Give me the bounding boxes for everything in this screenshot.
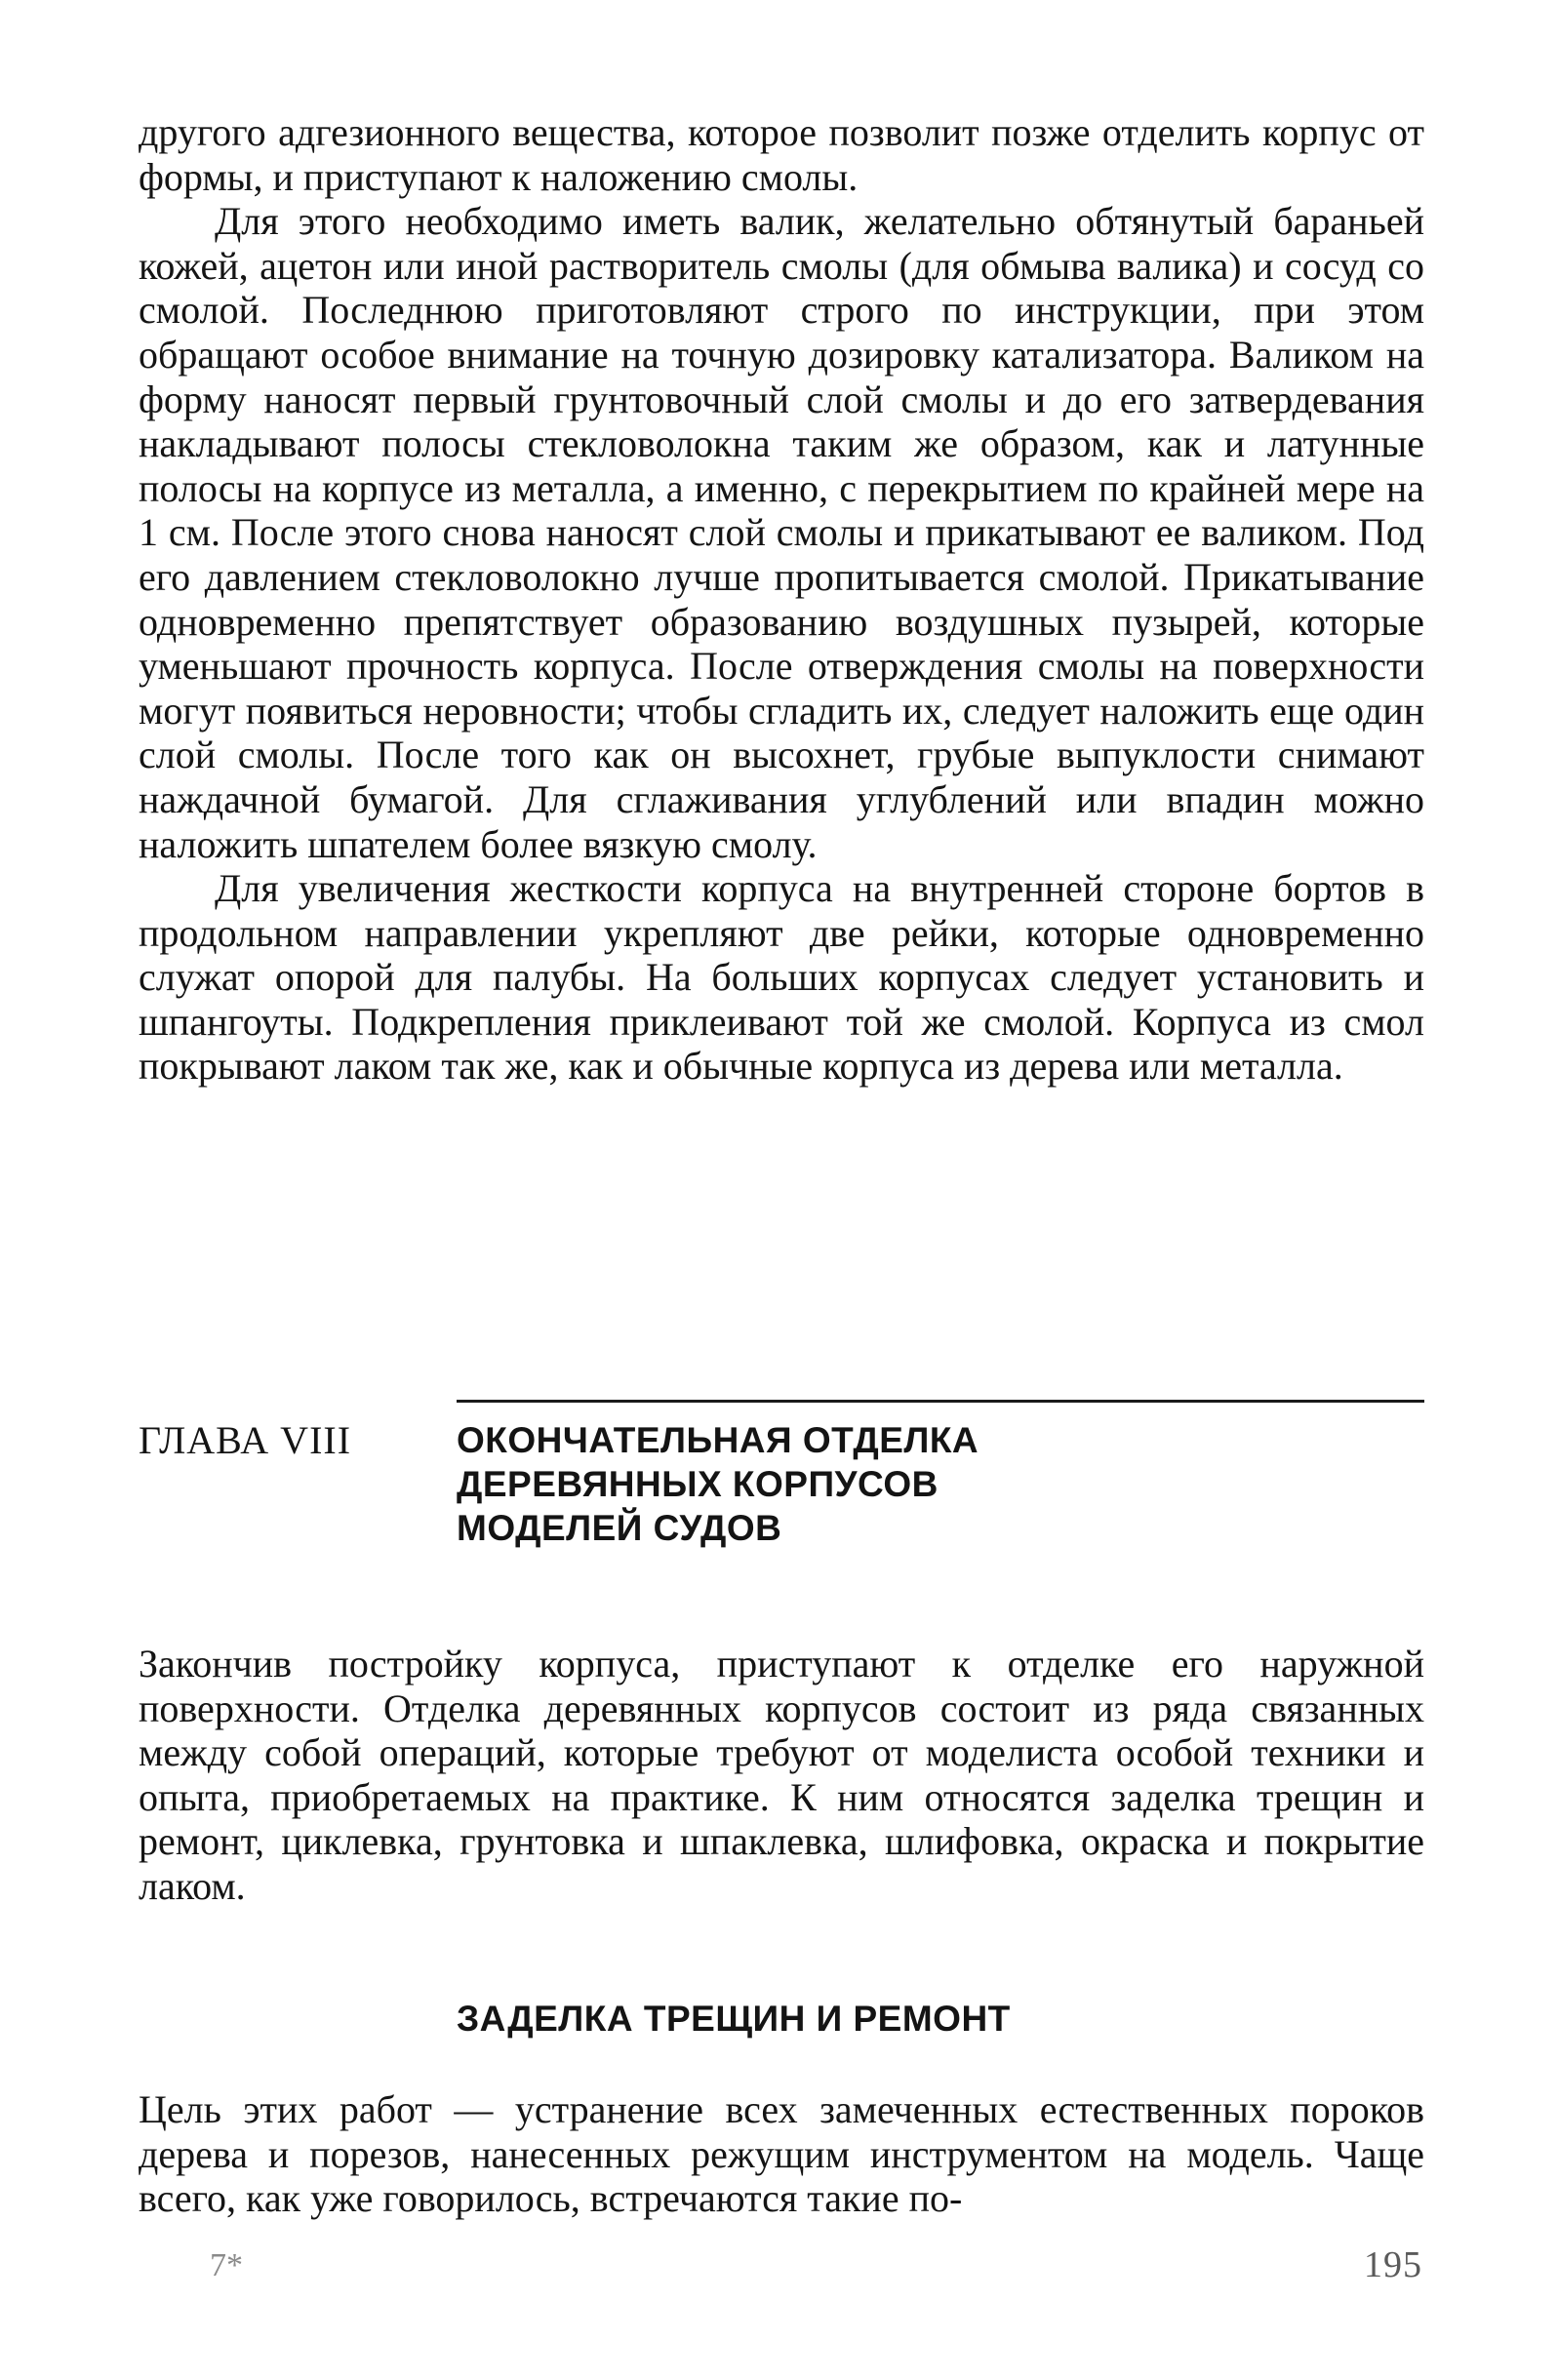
paragraph-resin-application: Для этого необходимо иметь валик, желательно обтянутый бараньей кожей, ацетон или иной растворитель смолы (для обмыва валика) и сосуд со смолой. Последнюю приготовляют строго по инструкции, при этом обращают особое внимание на точную дозировку катализатора. Валиком на форму наносят первый грунтовочный слой смолы и до его затвердевания накладывают полосы стекловолокна таким же образом, как и латунные полосы на корпусе из металла, а именно, с перекрытием по крайней мере на 1 см. После этого снова наносят слой смолы и прикатывают ее валиком. Под его давлением стекловолокно лучше пропитывается смолой. Прикатывание одновременно препятствует образованию воздушных пузырей, которые уменьшают прочность корпуса. После отверждения смолы на поверхности могут появиться неровности; чтобы сгладить их, следует наложить еще один слой смолы. После того как он высохнет, грубые выпуклости снимают наждачной бумагой. Для сглаживания углублений или впадин можно наложить шпателем более вязкую смолу. bbox=[139, 199, 1424, 866]
body-text-top bbox=[139, 110, 1424, 1089]
section-heading: ЗАДЕЛКА ТРЕЩИН И РЕМОНТ bbox=[457, 1999, 1011, 2039]
chapter-intro-text bbox=[139, 1642, 1424, 1909]
chapter-title bbox=[457, 1418, 1424, 1550]
paragraph-chapter-intro: Закончив постройку корпуса, приступают к отделке его наружной поверхности. Отделка деревянных корпусов состоит из ряда связанных между собой операций, которые требуют от моделиста особой техники и опыта, приобретаемых на практике. К ним относятся заделка трещин и ремонт, циклевка, грунтовка и шпаклевка, шлифовка, окраска и покрытие лаком. bbox=[139, 1642, 1424, 1908]
chapter-divider-rule bbox=[457, 1400, 1424, 1403]
chapter-title-line: ДЕРЕВЯННЫХ КОРПУСОВ bbox=[457, 1464, 939, 1504]
chapter-title-line: ОКОНЧАТЕЛЬНАЯ ОТДЕЛКА bbox=[457, 1420, 979, 1460]
signature-mark: 7* bbox=[210, 2247, 243, 2283]
paragraph-continuation: другого адгезионного вещества, которое позволит позже отделить корпус от формы, и приступают к наложению смолы. bbox=[139, 110, 1424, 199]
paragraph-section: Цель этих работ — устранение всех замеченных естественных пороков дерева и порезов, нанесенных режущим инструментом на модель. Чаще всего, как уже говорилось, встречаются такие по- bbox=[139, 2087, 1424, 2221]
page-number: 195 bbox=[1364, 2244, 1422, 2285]
chapter-label: ГЛАВА VIII bbox=[139, 1418, 352, 1462]
paragraph-hull-stiffness: Для увеличения жесткости корпуса на внутренней стороне бортов в продольном направлении укрепляют две рейки, которые одновременно служат опорой для палубы. На больших корпусах следует установить и шпангоуты. Подкрепления приклеивают той же смолой. Корпуса из смол покрывают лаком так же, как и обычные корпуса из дерева или металла. bbox=[139, 866, 1424, 1089]
section-text bbox=[139, 2087, 1424, 2221]
chapter-title-line: МОДЕЛЕЙ СУДОВ bbox=[457, 1508, 782, 1548]
